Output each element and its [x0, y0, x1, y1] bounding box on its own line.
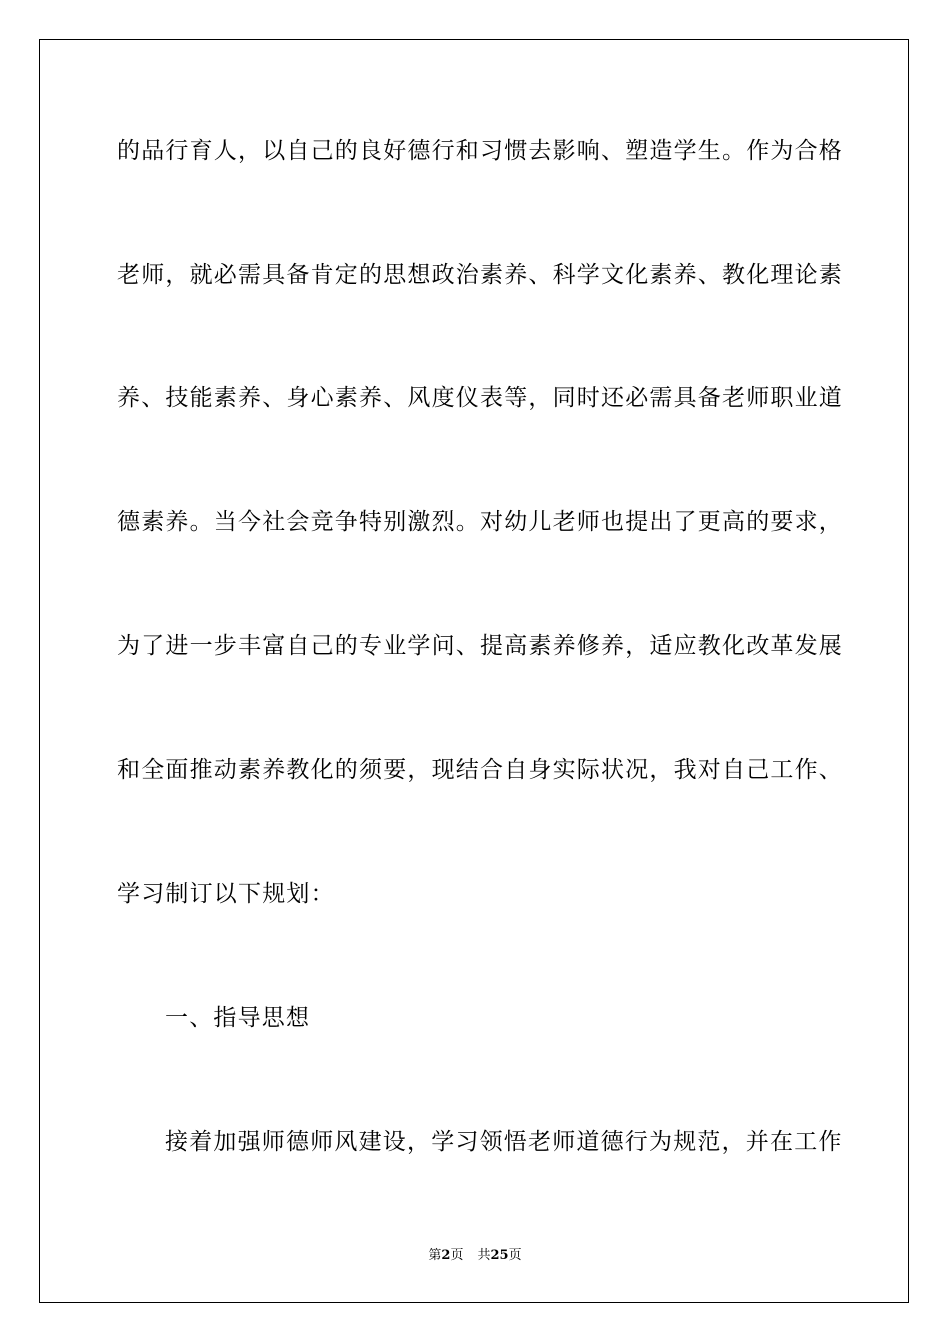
page-footer — [0, 1248, 950, 1264]
footer-page-suffix: 页 — [450, 1248, 464, 1263]
footer-total-prefix: 共 — [477, 1248, 491, 1263]
body-line-4: 德素养。当今社会竞争特别激烈。对幼儿老师也提出了更高的要求， — [117, 509, 843, 535]
page-border — [39, 39, 909, 1303]
section-heading: 一、指导思想 — [165, 1005, 311, 1031]
body-line-3: 养、技能素养、身心素养、风度仪表等，同时还必需具备老师职业道 — [117, 385, 843, 411]
body-line-6: 和全面推动素养教化的须要，现结合自身实际状况，我对自己工作、 — [117, 757, 843, 783]
footer-page-prefix: 第 — [428, 1248, 442, 1263]
body-line-2: 老师，就必需具备肯定的思想政治素养、科学文化素养、教化理论素 — [117, 262, 843, 288]
paragraph-line: 接着加强师德师风建设，学习领悟老师道德行为规范，并在工作 — [165, 1129, 843, 1155]
footer-total-pages: 25 — [490, 1248, 509, 1263]
footer-total-suffix: 页 — [508, 1248, 522, 1263]
footer-page-number: 2 — [441, 1248, 451, 1263]
body-line-7: 学习制订以下规划： — [117, 881, 335, 907]
body-line-1: 的品行育人，以自己的良好德行和习惯去影响、塑造学生。作为合格 — [117, 138, 843, 164]
body-line-5: 为了进一步丰富自己的专业学问、提高素养修养，适应教化改革发展 — [117, 633, 843, 659]
